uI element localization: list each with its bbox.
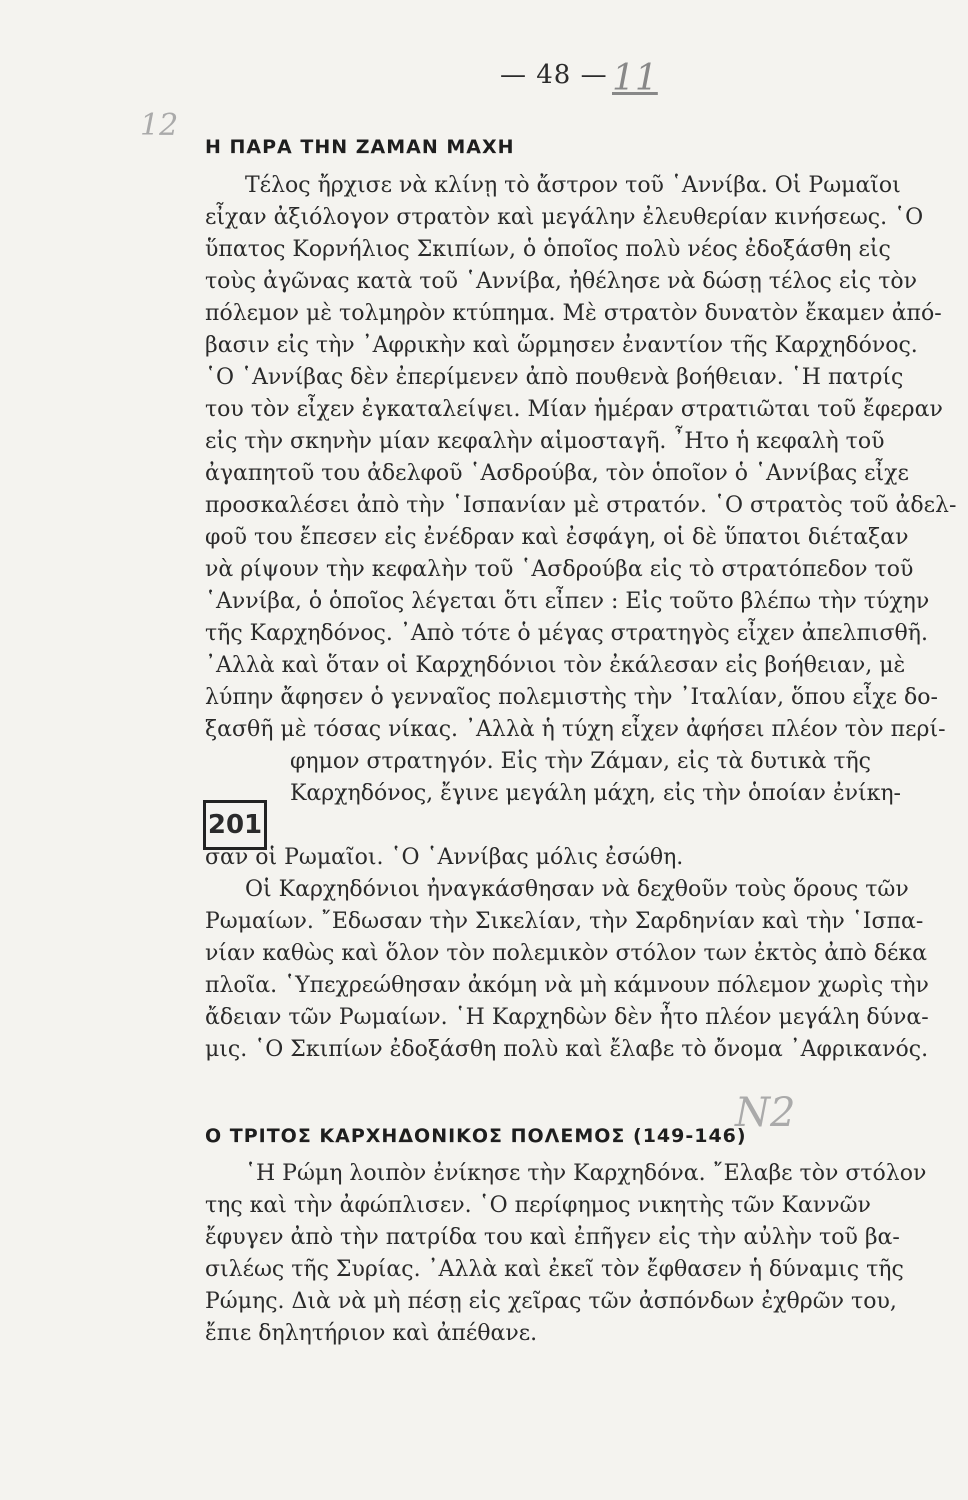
text-line: Ρωμαίων. ῎Εδωσαν τὴν Σικελίαν, τὴν Σαρδηνίαν καὶ τὴν ῾Ισπα- bbox=[205, 909, 924, 934]
text-line: της καὶ τὴν ἀφώπλισεν. ῾Ο περίφημος νικητὴς τῶν Καννῶν bbox=[205, 1193, 871, 1218]
paragraph-zama-intro bbox=[205, 170, 957, 362]
text-line: ἔπιε δηλητήριον καὶ ἀπέθανε. bbox=[205, 1321, 538, 1346]
text-line: ὕπατος Κορνήλιος Σκιπίων, ὁ ὁποῖος πολὺ νέος ἐδοξάσθη εἰς bbox=[205, 237, 891, 262]
text-line: Τέλος ἤρχισε νὰ κλίνῃ τὸ ἄστρον τοῦ ῾Αννίβα. Οἱ Ρωμαῖοι bbox=[245, 173, 901, 198]
text-line: εἶχαν ἀξιόλογον στρατὸν καὶ μεγάλην ἐλευθερίαν κινήσεως. ῾Ο bbox=[205, 205, 924, 230]
section-title-third-punic-war: Ο ΤΡΙΤΟΣ ΚΑΡΧΗΔΟΝΙΚΟΣ ΠΟΛΕΜΟΣ (149-146) bbox=[205, 1125, 747, 1147]
text-line: πόλεμον μὲ τολμηρὸν κτύπημα. Μὲ στρατὸν δυνατὸν ἔκαμεν ἀπό- bbox=[205, 301, 942, 326]
page-number: — 48 — bbox=[500, 60, 608, 90]
text-line: πλοῖα. ῾Υπεχρεώθησαν ἀκόμη νὰ μὴ κάμνουν πόλεμον χωρὶς τὴν bbox=[205, 973, 929, 998]
text-line: σιλέως τῆς Συρίας. ᾿Αλλὰ καὶ ἐκεῖ τὸν ἔφθασεν ἡ δύναμις τῆς bbox=[205, 1257, 904, 1282]
text-line: ῾Αννίβα, ὁ ὁποῖος λέγεται ὅτι εἶπεν : Εἰς τοῦτο βλέπω τὴν τύχην bbox=[205, 589, 930, 614]
text-line: Οἱ Καρχηδόνιοι ἠναγκάσθησαν νὰ δεχθοῦν τοὺς ὅρους τῶν bbox=[245, 877, 909, 902]
text-line: βασιν εἰς τὴν ᾿Αφρικὴν καὶ ὥρμησεν ἐναντίον τῆς Καρχηδόνος. bbox=[205, 333, 918, 358]
text-line: ᾿Αλλὰ καὶ ὅταν οἱ Καρχηδόνιοι τὸν ἐκάλεσαν εἰς βοήθειαν, μὲ bbox=[205, 653, 906, 678]
handwritten-margin-note: 12 bbox=[140, 108, 179, 143]
handwritten-page-number: 11 bbox=[612, 58, 658, 99]
text-line: μις. ῾Ο Σκιπίων ἐδοξάσθη πολὺ καὶ ἔλαβε τὸ ὄνομα ᾿Αφρικανός. bbox=[205, 1037, 929, 1062]
text-line: ξασθῆ μὲ τόσας νίκας. ᾿Αλλὰ ἡ τύχη εἶχεν ἀφήσει πλέον τὸν περί- bbox=[205, 717, 946, 742]
text-line: σαν οἱ Ρωμαῖοι. ῾Ο ῾Αννίβας μόλις ἐσώθη. bbox=[205, 845, 684, 870]
paragraph-third-war bbox=[205, 1158, 957, 1350]
text-line: τῆς Καρχηδόνος. ᾿Απὸ τότε ὁ μέγας στρατηγὸς εἶχεν ἀπελπισθῆ. bbox=[205, 621, 928, 646]
text-line: Ρώμης. Διὰ νὰ μὴ πέσῃ εἰς χεῖρας τῶν ἀσπόνδων ἐχθρῶν του, bbox=[205, 1289, 897, 1314]
text-line: ῾Ο ῾Αννίβας δὲν ἐπερίμενεν ἀπὸ πουθενὰ βοήθειαν. ῾Η πατρίς bbox=[205, 365, 904, 390]
text-line: ἀγαπητοῦ του ἀδελφοῦ ῾Ασδρούβα, τὸν ὁποῖον ὁ ῾Αννίβας εἶχε bbox=[205, 461, 909, 486]
text-line: Καρχηδόνος, ἔγινε μεγάλη μάχη, εἰς τὴν ὁποίαν ἐνίκη- bbox=[290, 781, 901, 806]
paragraph-peace-terms bbox=[205, 874, 957, 1066]
text-line: ἔφυγεν ἀπὸ τὴν πατρίδα του καὶ ἐπῆγεν εἰς τὴν αὐλὴν τοῦ βα- bbox=[205, 1225, 900, 1250]
margin-box-number: 201 bbox=[203, 800, 267, 850]
text-line: φημον στρατηγόν. Εἰς τὴν Ζάμαν, εἰς τὰ δυτικὰ τῆς bbox=[290, 749, 872, 774]
text-line: ῾Η Ρώμη λοιπὸν ἐνίκησε τὴν Καρχηδόνα. ῎Ελαβε τὸν στόλον bbox=[245, 1161, 927, 1186]
text-line: του τὸν εἶχεν ἐγκαταλείψει. Μίαν ἡμέραν στρατιῶται τοῦ ἔφεραν bbox=[205, 397, 943, 422]
section-title-zama: Η ΠΑΡΑ ΤΗΝ ΖΑΜΑΝ ΜΑΧΗ bbox=[205, 136, 515, 158]
text-line: λύπην ἄφησεν ὁ γενναῖος πολεμιστὴς τὴν ᾿Ιταλίαν, ὅπου εἶχε δο- bbox=[205, 685, 938, 710]
handwritten-margin-note-2: N2 bbox=[735, 1090, 796, 1136]
paragraph-box-lines bbox=[205, 746, 957, 810]
text-line: εἰς τὴν σκηνὴν μίαν κεφαλὴν αἱμοσταγῆ. ῏Ητο ἡ κεφαλὴ τοῦ bbox=[205, 429, 885, 454]
text-line: νίαν καθὼς καὶ ὅλον τὸν πολεμικὸν στόλον των ἐκτὸς ἀπὸ δέκα bbox=[205, 941, 928, 966]
text-line: φοῦ του ἔπεσεν εἰς ἐνέδραν καὶ ἐσφάγη, οἱ δὲ ὕπατοι διέταξαν bbox=[205, 525, 909, 550]
text-line: νὰ ρίψουν τὴν κεφαλὴν τοῦ ῾Ασδρούβα εἰς τὸ στρατόπεδον τοῦ bbox=[205, 557, 914, 582]
paragraph-end bbox=[205, 842, 957, 874]
text-line: τοὺς ἀγῶνας κατὰ τοῦ ῾Αννίβα, ἠθέλησε νὰ δώσῃ τέλος εἰς τὸν bbox=[205, 269, 917, 294]
paragraph-hannibal bbox=[205, 362, 957, 746]
text-line: ἄδειαν τῶν Ρωμαίων. ῾Η Καρχηδὼν δὲν ἦτο πλέον μεγάλη δύνα- bbox=[205, 1005, 929, 1030]
text-line: προσκαλέσει ἀπὸ τὴν ῾Ισπανίαν μὲ στρατόν. ῾Ο στρατὸς τοῦ ἀδελ- bbox=[205, 493, 957, 518]
